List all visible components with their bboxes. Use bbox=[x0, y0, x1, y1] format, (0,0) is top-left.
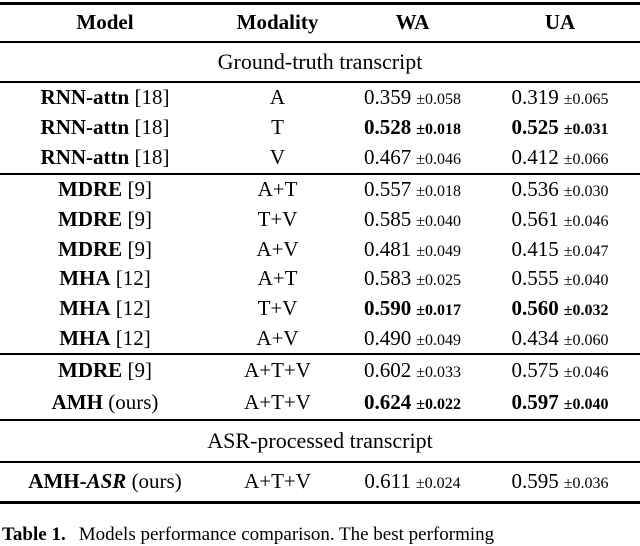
wa-cell bbox=[345, 359, 480, 382]
model-citation: [9] bbox=[122, 236, 152, 261]
wa-cell bbox=[345, 267, 480, 290]
section-header-asr: ASR-processed transcript bbox=[207, 428, 433, 453]
model-citation: [18] bbox=[129, 115, 170, 140]
model-name: MDRE bbox=[58, 177, 123, 202]
model-cell bbox=[0, 238, 210, 261]
model-name: AMH- bbox=[28, 469, 87, 494]
wa-std: ±0.033 bbox=[416, 364, 462, 382]
table-row bbox=[0, 463, 640, 501]
model-citation: [12] bbox=[110, 325, 151, 350]
ua-cell bbox=[480, 327, 640, 350]
wa-cell bbox=[345, 327, 480, 350]
wa-cell bbox=[345, 146, 480, 169]
model-cell bbox=[0, 267, 210, 290]
caption-text: Models performance comparison. The best performing bbox=[78, 524, 495, 545]
modality-cell: A+T+V bbox=[244, 358, 311, 383]
ua-std: ±0.040 bbox=[563, 396, 609, 414]
ua-cell bbox=[480, 267, 640, 290]
column-header-model: Model bbox=[76, 10, 134, 35]
model-name: MHA bbox=[59, 295, 111, 320]
wa-std: ±0.018 bbox=[416, 183, 462, 201]
model-citation: [9] bbox=[122, 206, 152, 231]
table-row bbox=[0, 175, 640, 205]
model-name: AMH bbox=[51, 390, 103, 415]
modality-cell: T+V bbox=[257, 206, 298, 231]
table-row bbox=[0, 264, 640, 294]
wa-std: ±0.058 bbox=[416, 91, 462, 109]
wa-cell bbox=[345, 391, 480, 414]
column-header-ua: UA bbox=[544, 10, 576, 35]
model-name: MHA bbox=[59, 325, 111, 350]
wa-std: ±0.049 bbox=[416, 242, 462, 260]
model-name: MDRE bbox=[58, 358, 123, 383]
column-header-modality: Modality bbox=[236, 10, 319, 35]
wa-std: ±0.040 bbox=[416, 212, 462, 230]
wa-cell bbox=[345, 297, 480, 320]
model-cell bbox=[0, 208, 210, 231]
ua-value: 0.412 bbox=[511, 145, 559, 170]
ua-std: ±0.060 bbox=[563, 331, 609, 349]
modality-cell: A+T bbox=[257, 266, 298, 291]
model-name: RNN-attn bbox=[40, 145, 130, 170]
table-header-row bbox=[0, 5, 640, 41]
ua-std: ±0.046 bbox=[563, 364, 609, 382]
ua-cell bbox=[480, 359, 640, 382]
ua-cell bbox=[480, 470, 640, 493]
ua-std: ±0.046 bbox=[563, 212, 609, 230]
model-cell bbox=[0, 470, 210, 493]
wa-value: 0.467 bbox=[363, 145, 412, 170]
ua-std: ±0.065 bbox=[563, 91, 609, 109]
ua-cell bbox=[480, 238, 640, 261]
model-cell bbox=[0, 86, 210, 109]
model-citation: [9] bbox=[122, 358, 152, 383]
model-citation: (ours) bbox=[126, 469, 182, 494]
table-caption bbox=[0, 524, 640, 546]
wa-std: ±0.018 bbox=[416, 121, 462, 139]
table-row bbox=[0, 323, 640, 353]
wa-std: ±0.017 bbox=[416, 301, 462, 319]
ua-cell bbox=[480, 208, 640, 231]
ua-value: 0.560 bbox=[511, 295, 559, 320]
ua-std: ±0.030 bbox=[563, 183, 609, 201]
wa-value: 0.557 bbox=[363, 177, 412, 202]
table-row bbox=[0, 83, 640, 113]
ua-std: ±0.040 bbox=[563, 272, 609, 290]
results-table bbox=[0, 2, 640, 545]
wa-cell bbox=[345, 86, 480, 109]
wa-std: ±0.022 bbox=[416, 396, 462, 414]
wa-std: ±0.024 bbox=[415, 475, 461, 493]
caption-label: Table 1. bbox=[2, 524, 66, 545]
ua-cell bbox=[480, 86, 640, 109]
modality-cell: T+V bbox=[257, 295, 298, 320]
wa-cell bbox=[345, 178, 480, 201]
model-citation: [12] bbox=[110, 295, 151, 320]
model-citation: (ours) bbox=[102, 390, 159, 415]
ua-value: 0.434 bbox=[511, 325, 559, 350]
model-citation: [9] bbox=[122, 177, 152, 202]
wa-cell bbox=[345, 208, 480, 231]
model-cell bbox=[0, 146, 210, 169]
model-name: MHA bbox=[59, 266, 111, 291]
wa-value: 0.611 bbox=[364, 469, 411, 494]
ua-value: 0.561 bbox=[511, 206, 559, 231]
ua-value: 0.595 bbox=[511, 469, 559, 494]
ua-value: 0.525 bbox=[511, 115, 559, 140]
model-name: MDRE bbox=[58, 206, 123, 231]
modality-cell: A+T+V bbox=[244, 390, 311, 415]
column-header-wa: WA bbox=[395, 10, 430, 35]
ua-value: 0.415 bbox=[511, 236, 559, 261]
wa-value: 0.528 bbox=[363, 115, 412, 140]
model-cell bbox=[0, 116, 210, 139]
model-citation: [12] bbox=[110, 266, 151, 291]
wa-cell bbox=[345, 238, 480, 261]
model-name-italic: ASR bbox=[86, 469, 127, 494]
ua-value: 0.319 bbox=[511, 85, 559, 110]
modality-cell: V bbox=[269, 145, 286, 170]
ua-cell bbox=[480, 116, 640, 139]
wa-value: 0.490 bbox=[363, 325, 412, 350]
row-group-unimodal bbox=[0, 83, 640, 173]
model-cell bbox=[0, 178, 210, 201]
table-rule-bottom bbox=[0, 501, 640, 504]
wa-value: 0.585 bbox=[363, 206, 412, 231]
table-row bbox=[0, 234, 640, 264]
wa-std: ±0.049 bbox=[416, 331, 462, 349]
modality-cell: T bbox=[271, 115, 284, 140]
ua-std: ±0.032 bbox=[563, 301, 609, 319]
model-citation: [18] bbox=[129, 145, 170, 170]
wa-value: 0.359 bbox=[363, 85, 412, 110]
table-row bbox=[0, 113, 640, 143]
modality-cell: A+V bbox=[256, 325, 299, 350]
ua-std: ±0.047 bbox=[563, 242, 609, 260]
ua-std: ±0.036 bbox=[563, 475, 609, 493]
ua-value: 0.536 bbox=[511, 177, 559, 202]
modality-cell: A+T+V bbox=[244, 469, 311, 494]
ua-cell bbox=[480, 297, 640, 320]
ua-value: 0.575 bbox=[511, 358, 559, 383]
modality-cell: A bbox=[269, 85, 286, 110]
model-cell bbox=[0, 327, 210, 350]
row-group-bimodal bbox=[0, 175, 640, 353]
row-group-asr bbox=[0, 463, 640, 501]
modality-cell: A+V bbox=[256, 236, 299, 261]
wa-value: 0.590 bbox=[363, 295, 412, 320]
model-name: RNN-attn bbox=[40, 115, 130, 140]
section-header-ground-truth: Ground-truth transcript bbox=[217, 49, 423, 74]
wa-value: 0.624 bbox=[363, 390, 412, 415]
row-group-trimodal bbox=[0, 355, 640, 419]
ua-cell bbox=[480, 391, 640, 414]
wa-std: ±0.046 bbox=[416, 151, 462, 169]
model-cell bbox=[0, 391, 210, 414]
wa-value: 0.583 bbox=[363, 266, 412, 291]
table-row bbox=[0, 355, 640, 387]
ua-value: 0.597 bbox=[511, 390, 559, 415]
wa-value: 0.481 bbox=[363, 236, 412, 261]
ua-std: ±0.066 bbox=[563, 151, 609, 169]
model-citation: [18] bbox=[129, 85, 170, 110]
wa-cell bbox=[345, 116, 480, 139]
ua-std: ±0.031 bbox=[563, 121, 609, 139]
wa-value: 0.602 bbox=[363, 358, 412, 383]
ua-cell bbox=[480, 146, 640, 169]
modality-cell: A+T bbox=[257, 177, 298, 202]
table-row bbox=[0, 294, 640, 324]
ua-value: 0.555 bbox=[511, 266, 559, 291]
table-row bbox=[0, 143, 640, 173]
ua-cell bbox=[480, 178, 640, 201]
model-cell bbox=[0, 297, 210, 320]
model-cell bbox=[0, 359, 210, 382]
wa-std: ±0.025 bbox=[416, 272, 462, 290]
model-name: MDRE bbox=[58, 236, 123, 261]
table-row bbox=[0, 205, 640, 235]
table-row bbox=[0, 387, 640, 419]
wa-cell bbox=[345, 470, 480, 493]
model-name: RNN-attn bbox=[40, 85, 130, 110]
